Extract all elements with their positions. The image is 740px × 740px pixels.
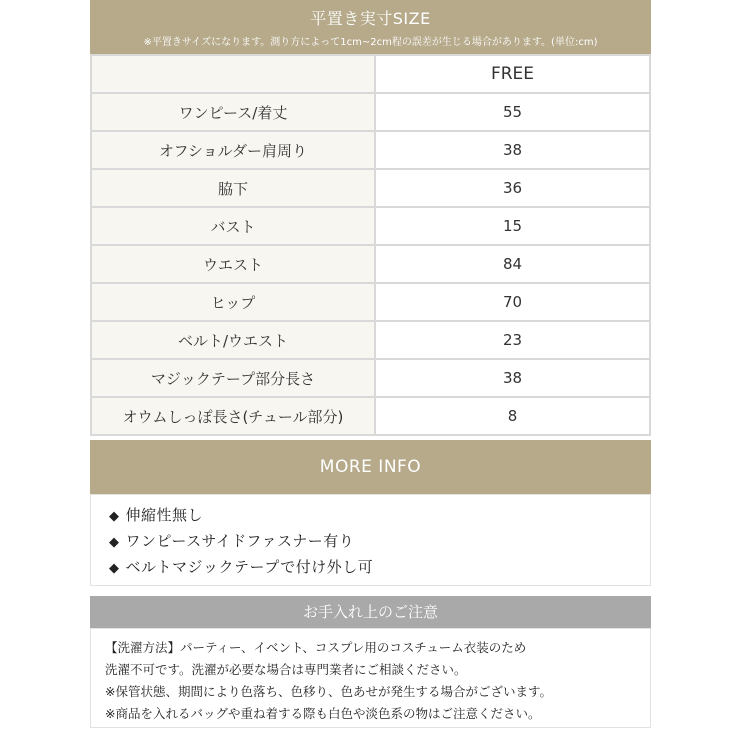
row-label: 脇下 (91, 169, 375, 207)
care-line: 洗濯不可です。洗濯が必要な場合は専門業者にご相談ください。 (105, 662, 467, 677)
info-text: ベルトマジックテープで付け外し可 (125, 558, 374, 576)
table-row (91, 207, 650, 245)
table-header-row (91, 55, 650, 93)
row-value: 38 (375, 131, 650, 169)
more-info-header: MORE INFO (90, 440, 651, 494)
size-note: ※平置きサイズになります。測り方によって1cm~2cm程の誤差が生じる場合があります。(単位:cm) (143, 37, 598, 48)
diamond-bullet-icon: ◆ (109, 535, 120, 550)
table-corner-cell (91, 55, 375, 93)
row-label: オフショルダー肩周り (91, 131, 375, 169)
row-value: 70 (375, 283, 650, 321)
diamond-bullet-icon: ◆ (109, 509, 120, 524)
row-label: ワンピース/着丈 (91, 93, 375, 131)
care-line: ※商品を入れるバッグや重ね着する際も白色や淡色系の物はご注意ください。 (105, 706, 541, 721)
care-header: お手入れ上のご注意 (90, 596, 651, 628)
row-value: 8 (375, 397, 650, 435)
table-row (91, 131, 650, 169)
table-row (91, 169, 650, 207)
row-value: 84 (375, 245, 650, 283)
row-value: 15 (375, 207, 650, 245)
care-body (90, 628, 651, 728)
row-label: マジックテープ部分長さ (91, 359, 375, 397)
size-section-header (90, 0, 651, 54)
more-info-list (91, 495, 650, 581)
row-label: バスト (91, 207, 375, 245)
table-row (91, 283, 650, 321)
row-value: 38 (375, 359, 650, 397)
care-line: 【洗濯方法】パーティー、イベント、コスプレ用のコスチューム衣装のため (105, 640, 527, 655)
list-item (109, 503, 650, 529)
size-title: 平置き実寸SIZE (310, 9, 431, 28)
diamond-bullet-icon: ◆ (109, 561, 120, 576)
care-line: ※保管状態、期間により色落ち、色移り、色あせが発生する場合がございます。 (105, 684, 552, 699)
row-label: ウエスト (91, 245, 375, 283)
row-value: 23 (375, 321, 650, 359)
table-row (91, 397, 650, 435)
table-row (91, 359, 650, 397)
info-text: ワンピースサイドファスナー有り (125, 532, 355, 550)
row-value: 36 (375, 169, 650, 207)
more-info-body (90, 494, 651, 586)
table-row (91, 245, 650, 283)
size-table (90, 54, 651, 436)
column-header-free: FREE (375, 55, 650, 93)
list-item (109, 555, 650, 581)
row-label: オウムしっぽ長さ(チュール部分) (91, 397, 375, 435)
table-row (91, 93, 650, 131)
row-label: ヒップ (91, 283, 375, 321)
row-label: ベルト/ウエスト (91, 321, 375, 359)
info-text: 伸縮性無し (125, 506, 204, 524)
row-value: 55 (375, 93, 650, 131)
list-item (109, 529, 650, 555)
table-row (91, 321, 650, 359)
